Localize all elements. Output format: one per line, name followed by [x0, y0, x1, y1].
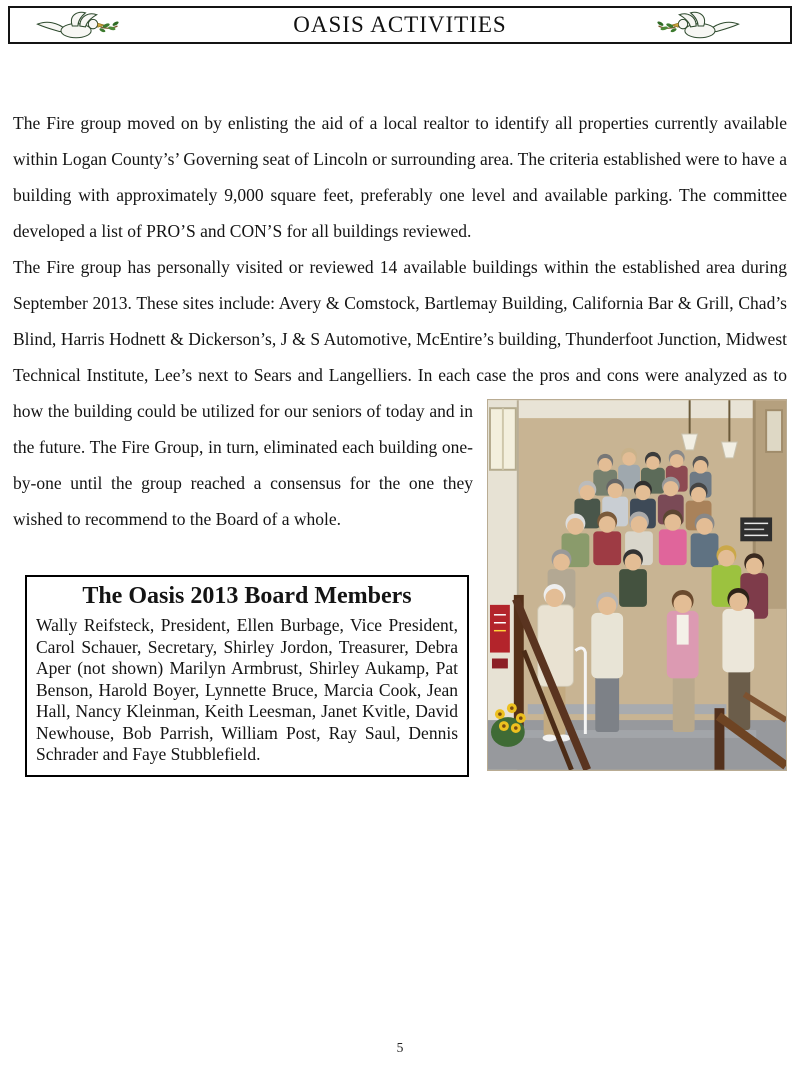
page-number: 5 — [396, 1040, 404, 1055]
masthead — [8, 6, 792, 44]
dove-icon-graphic — [32, 10, 122, 42]
group-photo-illustration — [488, 400, 786, 770]
dove-olive-branch-icon-right — [654, 10, 744, 42]
page-footer — [0, 1040, 800, 1056]
dove-icon-graphic — [654, 10, 744, 42]
paragraph-fire-group-search: The Fire group moved on by enlisting the aid of a local realtor to identify all properties currently available within Logan County’s’ Governing seat of Lincoln or surrounding area. The criteria established were to have a building with approximately 9,000 square feet, preferably one level and available parking. The committee developed a list of PRO’S and CON’S for all buildings reviewed. — [13, 113, 787, 241]
article-body — [0, 48, 800, 779]
paragraph-text-after-photo: be utilized for our seniors of today and in the future. The Fire Group, in turn, eliminated each building one-by-one until the group reached a consensus for the one they wished to recommend to the Board of a whole. — [13, 401, 473, 529]
board-box-title: The Oasis 2013 Board Members — [82, 583, 412, 609]
paragraph-text-before-photo: The Fire group has personally visited or reviewed 14 available buildings within the established area during September 2013. These sites include: Avery & Comstock, Bartlemay Building, California Bar & Grill, Chad’s Blind, Harris Hodnett & Dickerson’s, J & S Automotive, McEntire’s building, Thunderfoot Junction, Midwest Technical Institute, Lee’s next to Sears and Langelliers. In each case the pros and cons were analyzed as to how the building could — [13, 257, 787, 421]
paragraph-fire-group-review — [13, 249, 787, 537]
board-members-list: Wally Reifsteck, President, Ellen Burbage, Vice President, Carol Schauer, Secretary, Shirley Jordon, Treasurer, Debra Aper (not shown) Marilyn Armbrust, Shirley Aukamp, Pat Benson, Harold Boyer, Lynnette Bruce, Marcia Cook, Jean Hall, Nancy Kleinman, Keith Leesman, Janet Kvitle, David Newhouse, Bob Parrish, William Post, Ray Saul, Dennis Schrader and Faye Stubblefield. — [36, 615, 458, 764]
group-photo-staircase — [487, 399, 787, 771]
board-members-box — [25, 575, 469, 777]
dove-olive-branch-icon-left — [32, 10, 122, 42]
page-title: OASIS ACTIVITIES — [293, 12, 507, 37]
